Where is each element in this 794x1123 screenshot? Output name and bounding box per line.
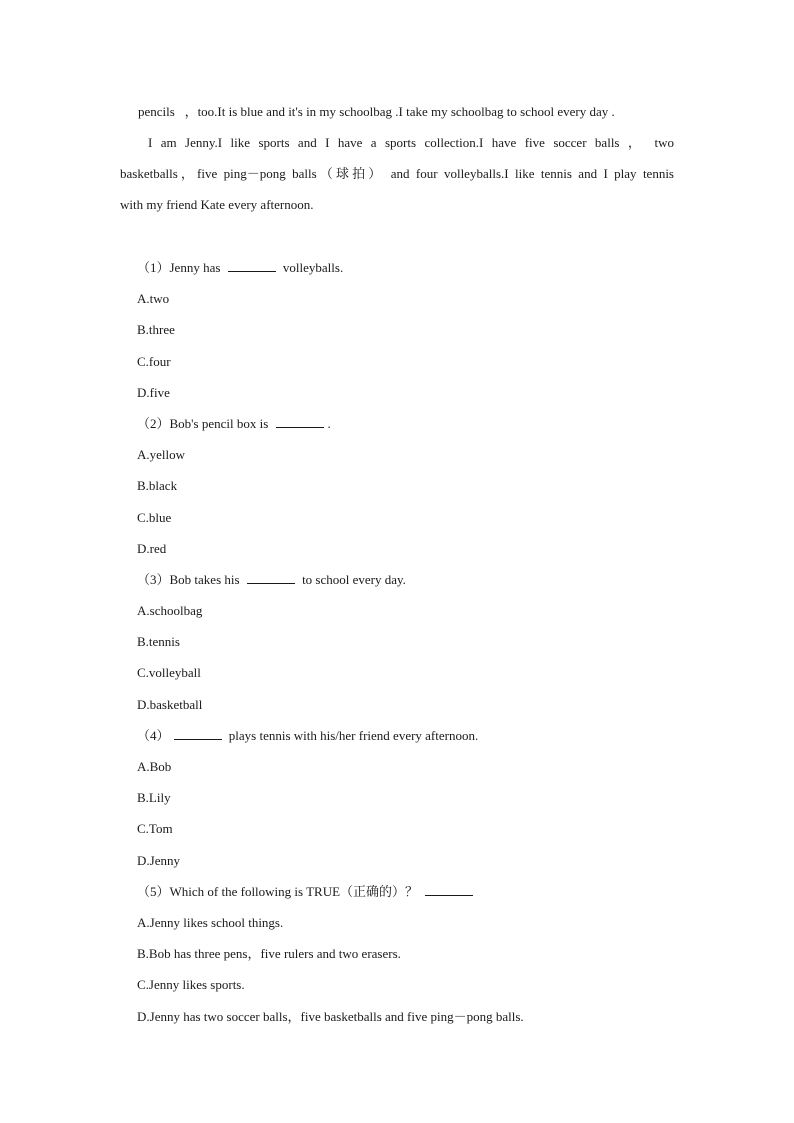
option-d[interactable]: D.Jenny — [137, 852, 180, 868]
option-b[interactable]: B.black — [137, 478, 178, 494]
question-text: . — [327, 415, 331, 431]
question-text: （1）Jenny has — [137, 260, 221, 275]
question-list — [137, 258, 697, 1038]
question-2 — [137, 414, 697, 445]
question-4 — [137, 726, 697, 757]
option-c[interactable]: C.four — [137, 353, 171, 369]
option-c[interactable]: C.Tom — [137, 821, 173, 837]
option-d[interactable]: D.red — [137, 540, 167, 556]
option-d[interactable]: D.Jenny has two soccer balls，five basketballs and five ping－pong balls. — [137, 1008, 524, 1024]
reading-passage — [120, 102, 674, 226]
answer-blank[interactable] — [247, 571, 295, 584]
question-text: （3）Bob takes his — [137, 571, 240, 587]
option-d[interactable]: D.five — [137, 384, 170, 400]
option-a[interactable]: A.two — [137, 291, 170, 307]
passage-line: basketballs，five ping－pong balls（球拍） and four volleyballs.I like tennis and I play tennis — [120, 166, 674, 181]
question-text: （2）Bob's pencil box is — [137, 415, 269, 431]
option-b[interactable]: B.three — [137, 322, 175, 338]
option-a[interactable]: A.Jenny likes school things. — [137, 914, 284, 930]
option-c[interactable]: C.blue — [137, 509, 172, 525]
answer-blank[interactable] — [276, 415, 324, 428]
passage-line: with my friend Kate every afternoon. — [120, 197, 314, 212]
passage-line: pencils ，too.It is blue and it's in my schoolbag .I take my schoolbag to school every day . — [138, 104, 615, 119]
answer-blank[interactable] — [425, 883, 473, 896]
option-b[interactable]: B.tennis — [137, 634, 180, 650]
question-text: volleyballs. — [282, 260, 344, 275]
question-1 — [137, 258, 697, 289]
answer-blank[interactable] — [174, 727, 222, 740]
option-a[interactable]: A.schoolbag — [137, 603, 203, 619]
question-5 — [137, 882, 697, 913]
option-b[interactable]: B.Lily — [137, 790, 171, 806]
option-b[interactable]: B.Bob has three pens，five rulers and two erasers. — [137, 946, 401, 962]
question-text: to school every day. — [302, 571, 406, 587]
answer-blank[interactable] — [228, 259, 276, 272]
question-text: （4） — [137, 727, 170, 743]
option-a[interactable]: A.yellow — [137, 447, 186, 463]
option-a[interactable]: A.Bob — [137, 759, 172, 774]
question-text: plays tennis with his/her friend every afternoon. — [228, 727, 479, 743]
option-c[interactable]: C.Jenny likes sports. — [137, 977, 245, 993]
question-3 — [137, 570, 697, 601]
option-d[interactable]: D.basketball — [137, 696, 203, 712]
passage-line: I am Jenny.I like sports and I have a sports collection.I have five soccer balls ， two — [148, 135, 674, 150]
option-c[interactable]: C.volleyball — [137, 665, 201, 681]
question-text: （5）Which of the following is TRUE（正确的）？ — [137, 883, 419, 899]
